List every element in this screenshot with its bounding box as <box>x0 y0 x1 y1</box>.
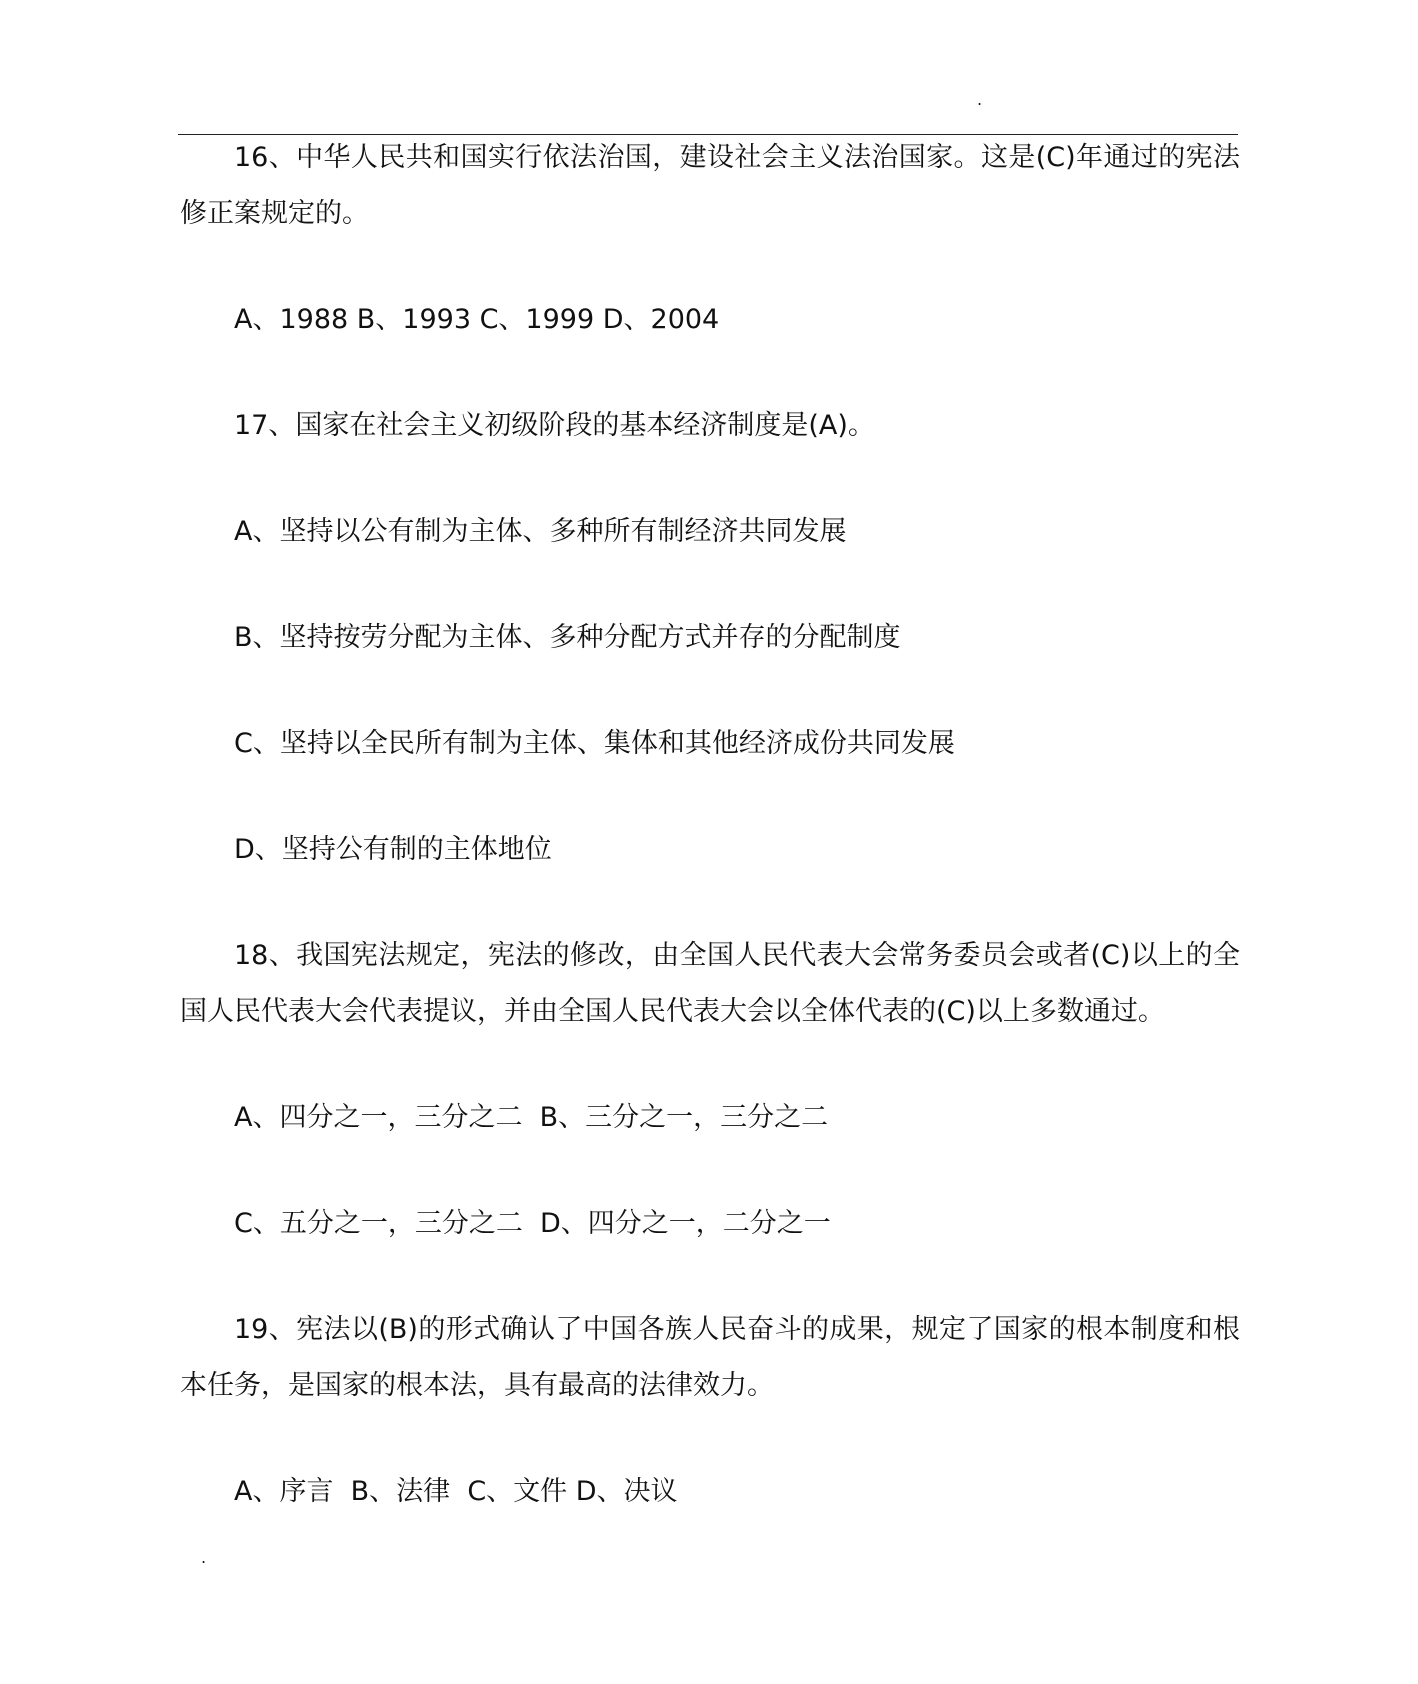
document-body <box>180 130 1240 1570</box>
question-17-option-d: D、坚持公有制的主体地位 <box>234 834 552 865</box>
question-19: 19、宪法以(B)的形式确认了中国各族人民奋斗的成果，规定了国家的根本制度和根本任务，是国家的根本法，具有最高的法律效力。 <box>180 1314 1240 1401</box>
question-17: 17、国家在社会主义初级阶段的基本经济制度是(A)。 <box>234 410 875 441</box>
question-18-options-cd: C、五分之一，三分之二 D、四分之一，二分之一 <box>234 1208 831 1239</box>
question-16-options: A、1988 B、1993 C、1999 D、2004 <box>234 304 720 335</box>
question-19-options: A、序言 B、法律 C、文件 D、决议 <box>234 1476 678 1507</box>
footer-mark: . <box>201 1548 207 1567</box>
question-17-option-c: C、坚持以全民所有制为主体、集体和其他经济成份共同发展 <box>234 728 955 759</box>
question-18-options-ab: A、四分之一，三分之二 B、三分之一，三分之二 <box>234 1102 829 1133</box>
question-17-option-a: A、坚持以公有制为主体、多种所有制经济共同发展 <box>234 516 847 547</box>
question-17-option-b: B、坚持按劳分配为主体、多种分配方式并存的分配制度 <box>234 622 901 653</box>
header-mark: . <box>977 90 983 109</box>
question-16: 16、中华人民共和国实行依法治国，建设社会主义法治国家。这是(C)年通过的宪法修正案规定的。 <box>180 142 1240 229</box>
question-18: 18、我国宪法规定，宪法的修改，由全国人民代表大会常务委员会或者(C)以上的全国人民代表大会代表提议，并由全国人民代表大会以全体代表的(C)以上多数通过。 <box>180 940 1240 1027</box>
